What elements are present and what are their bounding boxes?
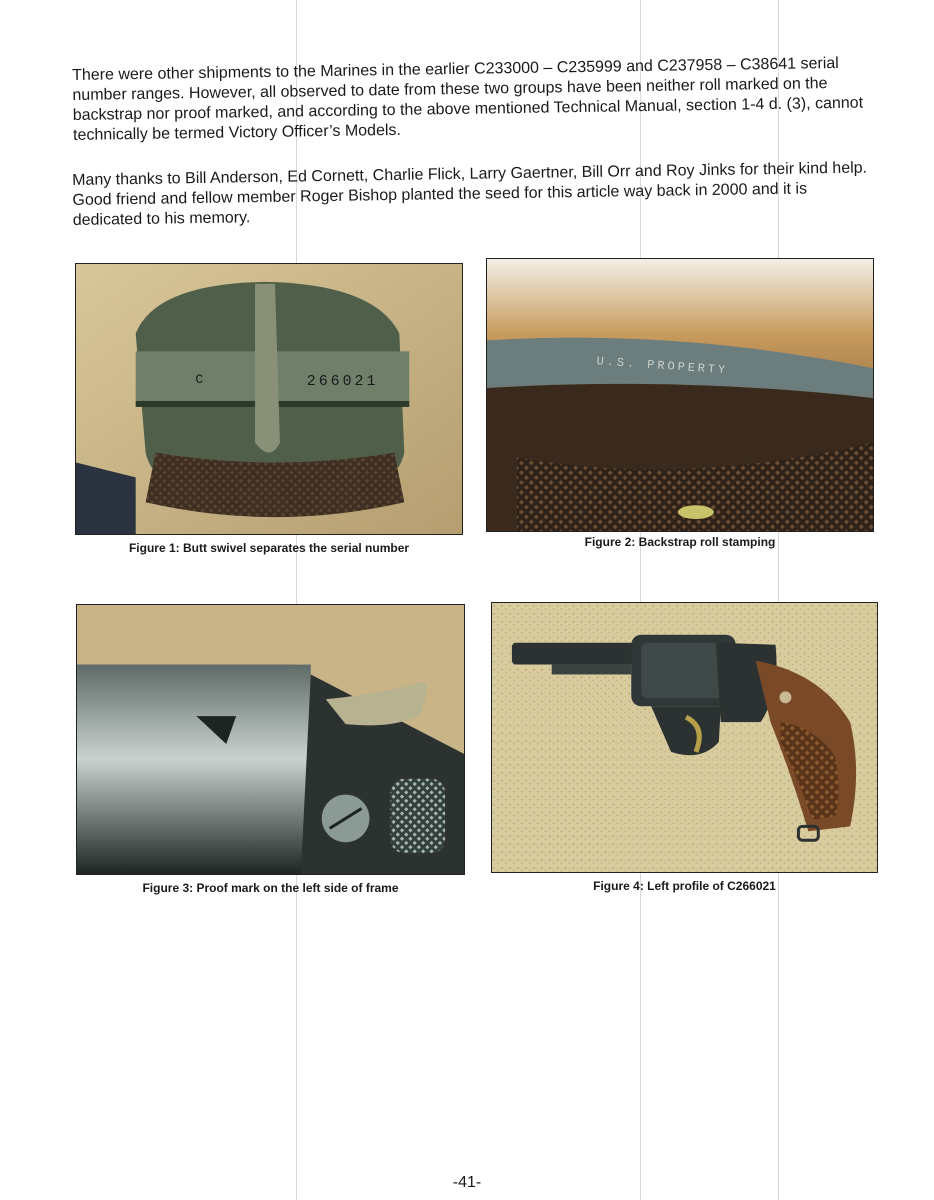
figure-4-photo bbox=[491, 602, 878, 873]
figure-2-caption: Figure 2: Backstrap roll stamping bbox=[584, 535, 776, 549]
figure-2-stamp-text: U.S. PROPERTY bbox=[596, 354, 729, 378]
figure-3-caption: Figure 3: Proof mark on the left side of frame bbox=[142, 881, 399, 895]
figure-1-stamp-serial: 266021 bbox=[306, 374, 379, 391]
figure-1-photo bbox=[75, 263, 463, 535]
figure-1-caption: Figure 1: Butt swivel separates the serial number bbox=[128, 541, 410, 555]
figure-4-caption: Figure 4: Left profile of C266021 bbox=[593, 879, 776, 893]
paragraph-shipments: There were other shipments to the Marines in the earlier C233000 – C235999 and C237958 – C38641 serial number ranges. However, all observed to date from these two groups have been neither roll marked on the backstrap nor proof marked, and according to the above mentioned Technical Manual, section 1-4 d. (3), cannot technically be termed Victory Officer’s Models. bbox=[72, 54, 864, 144]
figure-3-photo bbox=[76, 604, 465, 875]
figure-2-photo bbox=[486, 258, 874, 532]
figure-1-stamp-left: C bbox=[195, 372, 204, 388]
paragraph-acknowledgements: Many thanks to Bill Anderson, Ed Cornett, Charlie Flick, Larry Gaertner, Bill Orr and Roy Jinks for their kind help. Good friend and fellow member Roger Bishop planted the seed for this article way back in 2000 and it is dedicated to his memory. bbox=[72, 159, 868, 229]
page-number: -41- bbox=[452, 1174, 482, 1191]
